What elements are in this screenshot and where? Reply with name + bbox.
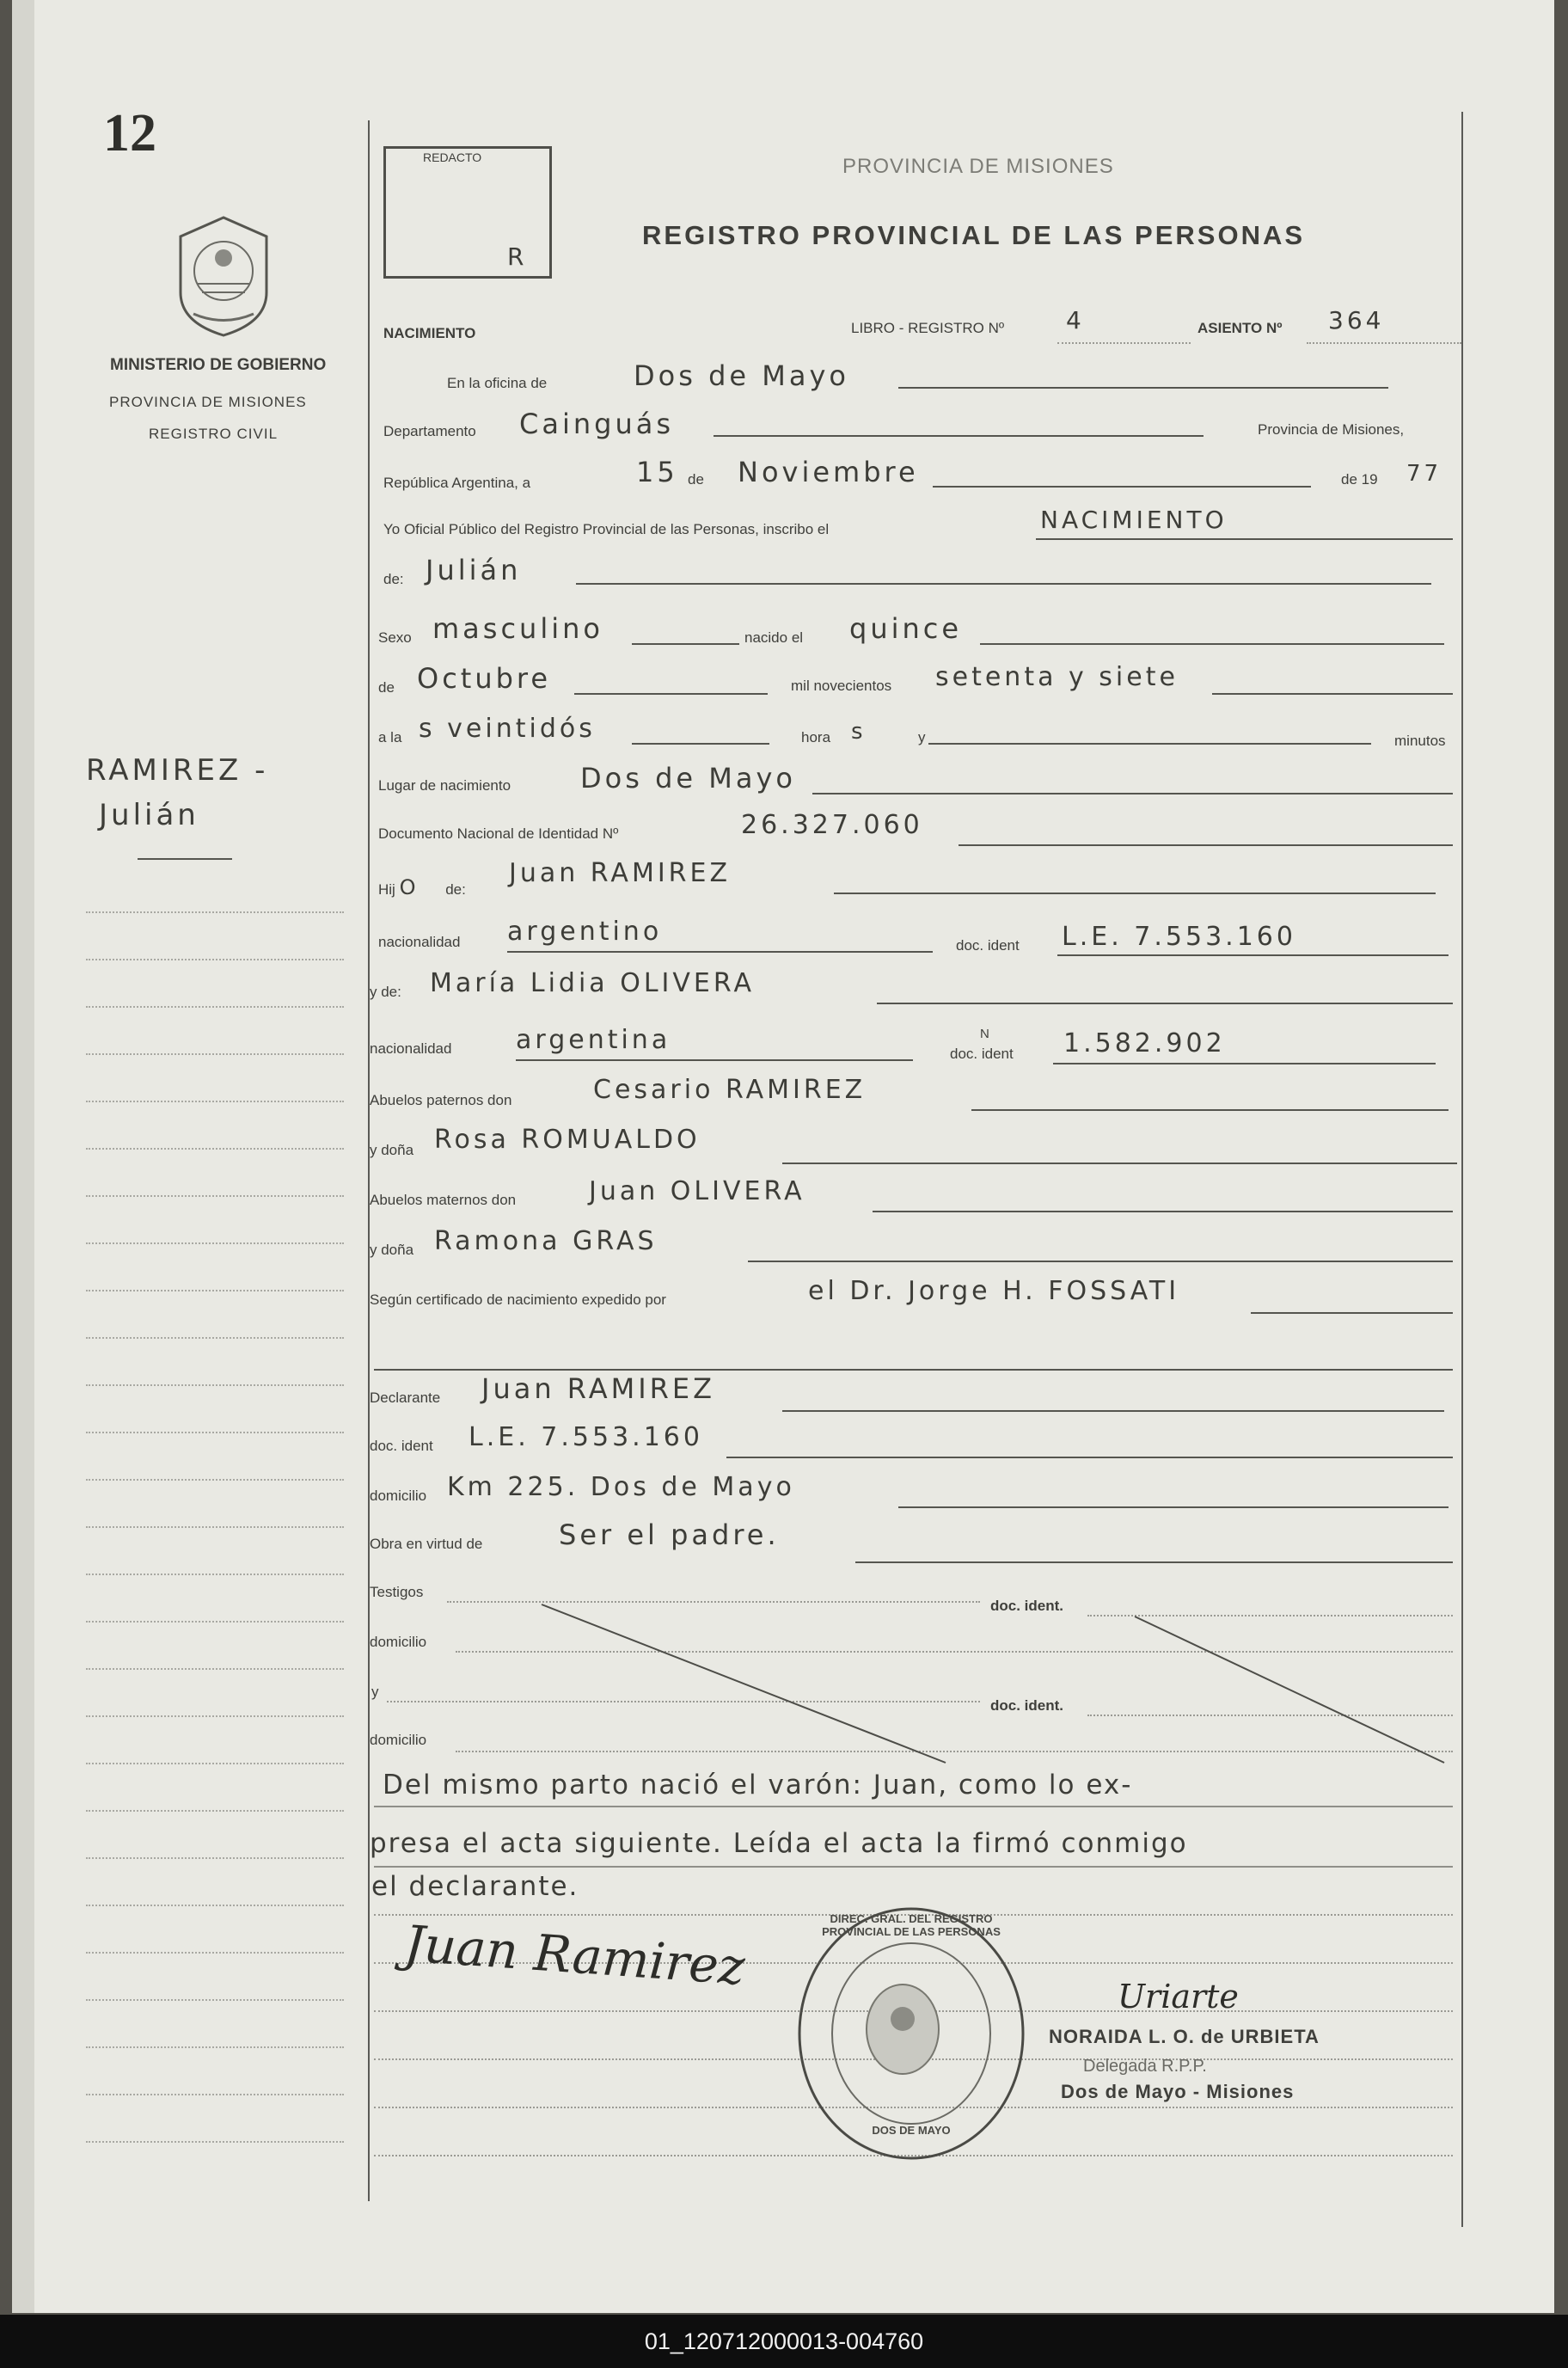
nac-padre-label: nacionalidad xyxy=(378,934,461,950)
ab-mat-label: Abuelos maternos don xyxy=(370,1192,517,1208)
hijo-o: O xyxy=(399,875,416,899)
minutos-label: minutos xyxy=(1394,733,1446,749)
y-t-label: y xyxy=(371,1684,379,1700)
margin-ministry: MINISTERIO DE GOBIERNO xyxy=(110,356,327,374)
madre-value: María Lidia OLIVERA xyxy=(430,968,756,998)
nac-madre-value: argentina xyxy=(516,1025,671,1055)
header-title: REGISTRO PROVINCIAL DE LAS PERSONAS xyxy=(642,220,1306,250)
margin-annotation-surname: RAMIREZ - xyxy=(86,753,269,788)
nacido-value: quince xyxy=(849,612,963,645)
note-line-1: Del mismo parto nació el varón: Juan, como lo ex- xyxy=(383,1770,1133,1801)
fecha-dia: 15 xyxy=(636,456,678,488)
ab-pat-label: Abuelos paternos don xyxy=(370,1092,512,1108)
cancellation-strokes xyxy=(516,1591,1461,1771)
dom-t2-label: domicilio xyxy=(370,1732,427,1748)
lugar-value: Dos de Mayo xyxy=(580,762,796,794)
ab-mat-don-value: Juan OLIVERA xyxy=(589,1176,805,1206)
sexo-value: masculino xyxy=(432,612,603,645)
doc-padre-value: L.E. 7.553.160 xyxy=(1062,922,1296,952)
libro-value: 4 xyxy=(1066,306,1085,334)
provincia-label: Provincia de Misiones, xyxy=(1258,421,1405,438)
domicilio-value: Km 225. Dos de Mayo xyxy=(447,1472,795,1502)
testigos-label: Testigos xyxy=(370,1584,424,1600)
madre-label: y de: xyxy=(370,984,401,1000)
margin-province: PROVINCIA DE MISIONES xyxy=(109,394,307,410)
fecha-anio: 77 xyxy=(1406,461,1442,487)
form-right-border xyxy=(1461,112,1463,2227)
ab-pat-dona-label: y doña xyxy=(370,1142,414,1158)
fecha-anio-label: de 19 xyxy=(1341,471,1378,488)
doc-madre-n: N xyxy=(980,1027,989,1041)
page-binding-edge xyxy=(12,0,34,2313)
mes-nac-value: Octubre xyxy=(417,662,552,695)
sexo-label: Sexo xyxy=(378,629,412,646)
nac-madre-label: nacionalidad xyxy=(370,1040,452,1057)
declarante-value: Juan RAMIREZ xyxy=(481,1372,716,1405)
ab-mat-dona-label: y doña xyxy=(370,1242,414,1258)
officer-title: Delegada R.P.P. xyxy=(1083,2057,1207,2076)
hora-suffix: s xyxy=(851,719,867,745)
departamento-value: Cainguás xyxy=(519,408,674,440)
doc-decl-label: doc. ident xyxy=(370,1438,433,1454)
doc-madre-label: doc. ident xyxy=(950,1046,1014,1062)
lugar-label: Lugar de nacimiento xyxy=(378,777,511,794)
oficina-label: En la oficina de xyxy=(447,375,548,391)
officer-signature: Uriarte xyxy=(1118,1978,1239,2015)
annotation-underline xyxy=(138,858,232,860)
document-page xyxy=(12,0,1554,2313)
mil-label: mil novecientos xyxy=(791,678,892,694)
ab-pat-dona-value: Rosa ROMUALDO xyxy=(434,1125,701,1155)
fecha-mes: Noviembre xyxy=(738,456,919,488)
nombre-value: Julián xyxy=(426,554,522,586)
registry-stamp xyxy=(791,1900,1032,2167)
header-province: PROVINCIA DE MISIONES xyxy=(842,155,1114,178)
section-nacimiento: NACIMIENTO xyxy=(383,325,476,341)
inscribo-label: Yo Oficial Público del Registro Provincial de las Personas, inscribo el xyxy=(383,521,830,537)
obra-value: Ser el padre. xyxy=(559,1518,780,1551)
redacto-label: REDACTO xyxy=(423,150,482,164)
mes-nac-label: de xyxy=(378,679,395,696)
certificado-value: el Dr. Jorge H. FOSSATI xyxy=(808,1276,1180,1306)
image-footer-label: 01_120712000013-004760 xyxy=(0,2315,1568,2368)
oficina-value: Dos de Mayo xyxy=(634,359,849,392)
padre-value: Juan RAMIREZ xyxy=(509,858,732,888)
asiento-label: ASIENTO Nº xyxy=(1197,320,1283,336)
declarante-label: Declarante xyxy=(370,1390,441,1406)
inscribo-value: NACIMIENTO xyxy=(1040,506,1228,534)
note-line-3: el declarante. xyxy=(371,1871,579,1902)
margin-registry: REGISTRO CIVIL xyxy=(149,426,279,442)
doc-t1-label: doc. ident. xyxy=(990,1598,1063,1614)
anio-nac-value: setenta y siete xyxy=(935,662,1179,692)
redacto-mark: R xyxy=(507,242,528,271)
note-line-2: presa el acta siguiente. Leída el acta la firmó conmigo xyxy=(370,1828,1188,1859)
departamento-label: Departamento xyxy=(383,423,476,439)
hora-label: hora xyxy=(801,729,831,745)
nombre-label: de: xyxy=(383,571,404,587)
domicilio-label: domicilio xyxy=(370,1488,427,1504)
hora-text: s veintidós xyxy=(419,714,596,744)
doc-padre-label: doc. ident xyxy=(956,937,1020,954)
republica-label: República Argentina, a xyxy=(383,475,531,491)
hijo-label-pre: Hij xyxy=(378,881,395,898)
declarante-signature: Juan Ramirez xyxy=(402,1914,747,1997)
certificado-label: Según certificado de nacimiento expedido por xyxy=(370,1291,666,1308)
nacido-label: nacido el xyxy=(744,629,804,646)
hora-prefix: a la xyxy=(378,729,402,745)
stamp-sub: DOS DE MAYO xyxy=(872,2124,951,2137)
ab-pat-don-value: Cesario RAMIREZ xyxy=(593,1075,867,1105)
fecha-de-label: de xyxy=(688,471,704,488)
page-number: 12 xyxy=(103,104,156,163)
doc-madre-value: 1.582.902 xyxy=(1063,1028,1226,1058)
doc-t2-label: doc. ident. xyxy=(990,1697,1063,1714)
officer-name: NORAIDA L. O. de URBIETA xyxy=(1049,2026,1320,2047)
margin-annotation-name: Julián xyxy=(99,798,199,832)
hijo-label xyxy=(378,875,466,899)
dni-label: Documento Nacional de Identidad Nº xyxy=(378,825,619,842)
hijo-label-post: de: xyxy=(445,881,466,898)
dni-value: 26.327.060 xyxy=(741,810,923,840)
obra-label: Obra en virtud de xyxy=(370,1536,483,1552)
asiento-value: 364 xyxy=(1328,306,1385,334)
libro-label: LIBRO - REGISTRO Nº xyxy=(851,320,1005,336)
nac-padre-value: argentino xyxy=(507,917,663,947)
dom-t1-label: domicilio xyxy=(370,1634,427,1650)
doc-decl-value: L.E. 7.553.160 xyxy=(469,1422,703,1452)
ab-mat-dona-value: Ramona GRAS xyxy=(434,1226,658,1256)
stamp-text: DIREC. GRAL. DEL REGISTRO PROVINCIAL DE LAS PERSONAS xyxy=(822,1912,1001,1938)
officer-place: Dos de Mayo - Misiones xyxy=(1061,2081,1295,2102)
form-left-border xyxy=(368,120,370,2201)
provincial-seal-icon xyxy=(163,211,284,340)
y-label: y xyxy=(918,729,926,745)
